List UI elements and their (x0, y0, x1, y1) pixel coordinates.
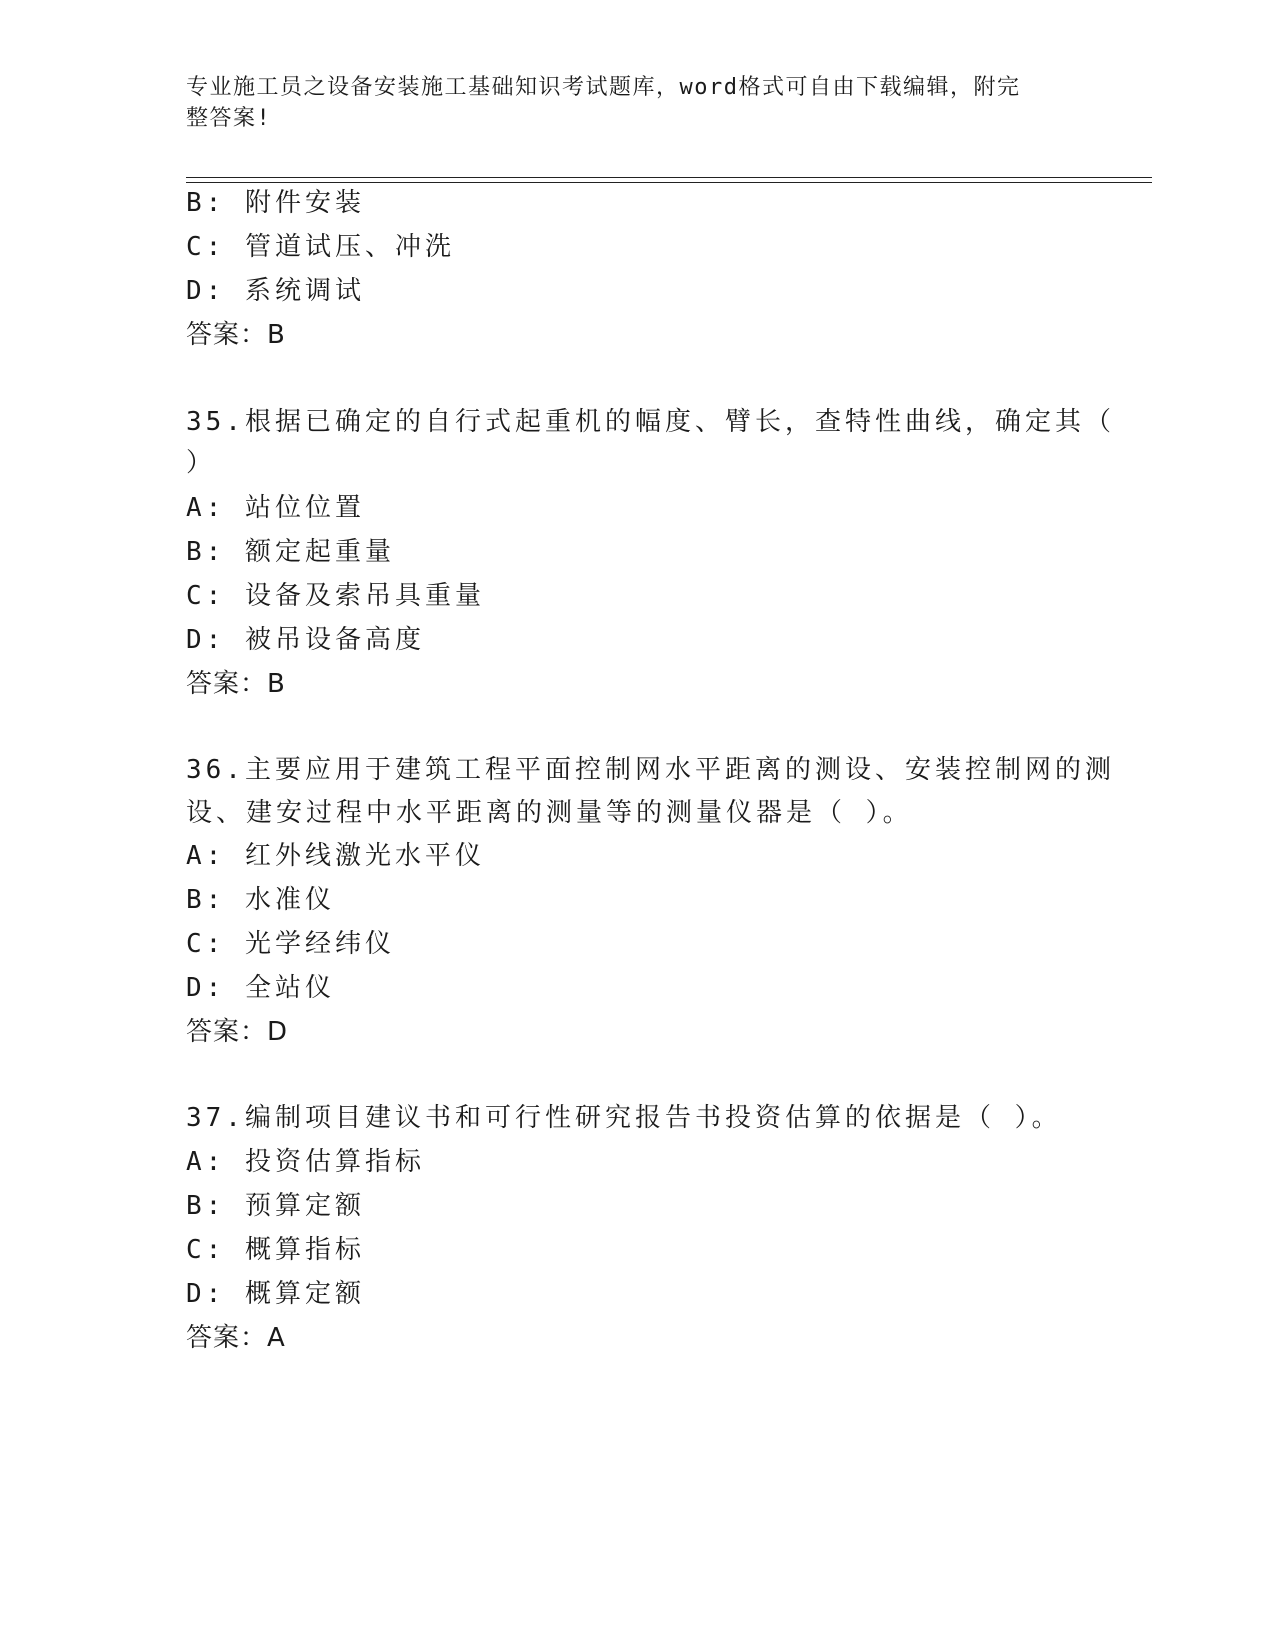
option-c: C: 概算指标 (186, 1235, 365, 1265)
option-d: D: 概算定额 (186, 1279, 365, 1309)
header-line-2: 整答案! (186, 106, 272, 131)
answer-label: 答案：B (186, 669, 286, 699)
header-line-1: 专业施工员之设备安装施工基础知识考试题库，word格式可自由下载编辑，附完 (186, 75, 1021, 100)
option-a: A: 红外线激光水平仪 (186, 841, 485, 871)
option-d: D: 被吊设备高度 (186, 625, 425, 655)
option-b: B: 附件安装 (186, 188, 365, 218)
option-b: B: 预算定额 (186, 1191, 365, 1221)
header-divider-top (186, 177, 1152, 178)
answer-label: 答案：A (186, 1323, 286, 1353)
answer-label: 答案：D (186, 1017, 289, 1047)
option-c: C: 光学经纬仪 (186, 929, 395, 959)
option-d: D: 系统调试 (186, 276, 365, 306)
option-d: D: 全站仪 (186, 973, 335, 1003)
option-b: B: 额定起重量 (186, 537, 395, 567)
option-b: B: 水准仪 (186, 885, 335, 915)
option-c: C: 设备及索吊具重量 (186, 581, 485, 611)
header-divider-bottom (186, 182, 1152, 183)
question-stem: 35.根据已确定的自行式起重机的幅度、臂长，查特性曲线，确定其（ (186, 407, 1115, 437)
option-a: A: 站位位置 (186, 493, 365, 523)
question-stem: ） (186, 448, 217, 478)
option-c: C: 管道试压、冲洗 (186, 232, 455, 262)
answer-label: 答案：B (186, 320, 286, 350)
option-a: A: 投资估算指标 (186, 1147, 425, 1177)
question-stem: 37.编制项目建议书和可行性研究报告书投资估算的依据是（ ）。 (186, 1103, 1062, 1133)
question-stem: 36.主要应用于建筑工程平面控制网水平距离的测设、安装控制网的测 (186, 755, 1115, 785)
question-stem: 设、建安过程中水平距离的测量等的测量仪器是（ ）。 (186, 798, 913, 828)
document-header (186, 72, 1066, 134)
